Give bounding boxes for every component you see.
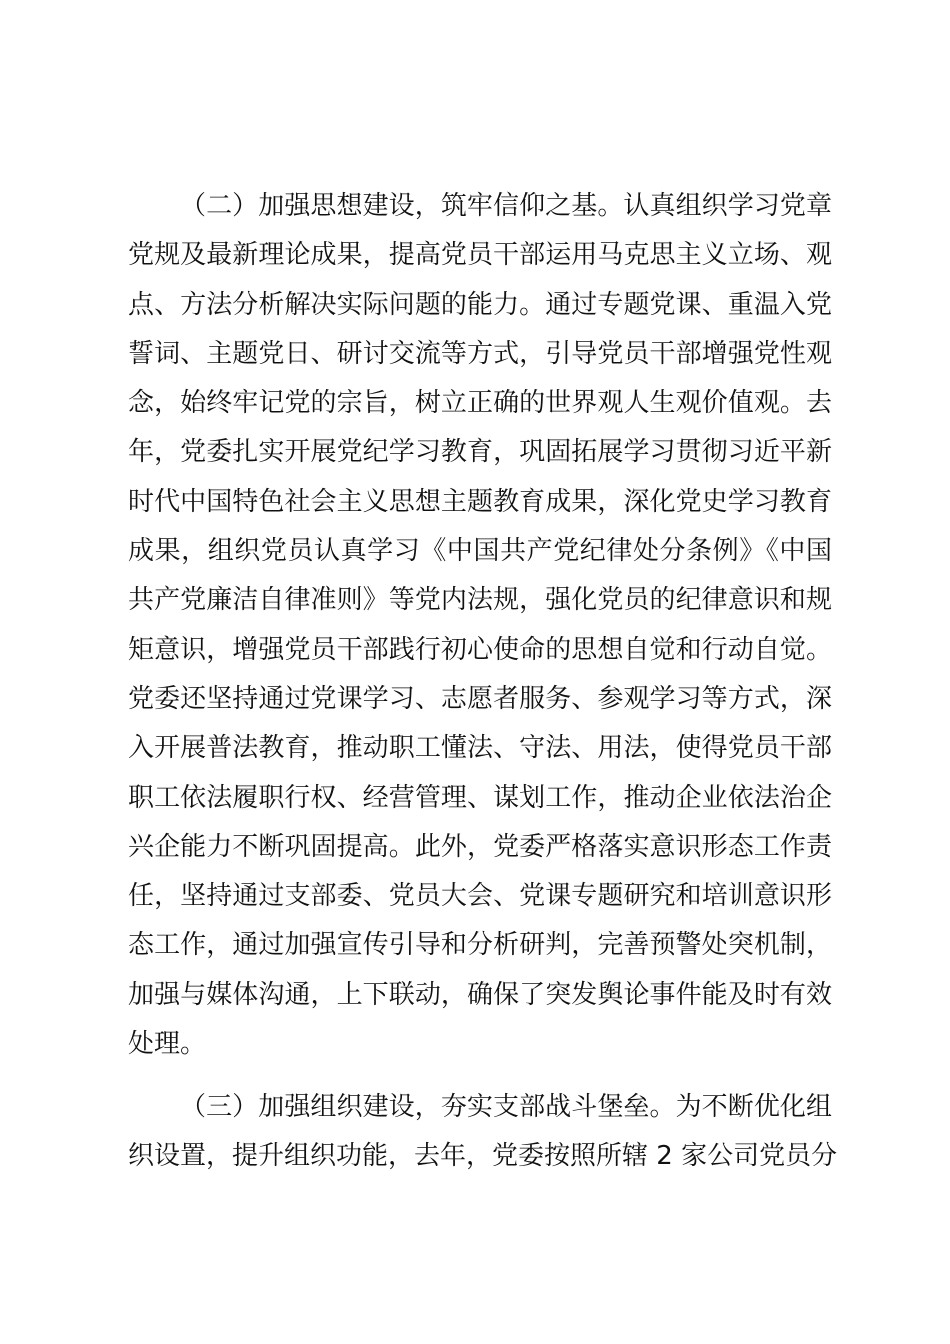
paragraph-line: 共产党廉洁自律准则》等党内法规，强化党员的纪律意识和规 [128,585,832,616]
paragraph-line: 职工依法履职行权、经营管理、谋划工作，推动企业依法治企 [128,782,832,813]
paragraph-line: 加强与媒体沟通，上下联动，确保了突发舆论事件能及时有效 [128,979,832,1010]
paragraph-line: （二）加强思想建设，筑牢信仰之基。认真组织学习党章 [180,191,832,221]
paragraph-2 [128,182,832,1069]
paragraph-line: 年，党委扎实开展党纪学习教育，巩固拓展学习贯彻习近平新 [128,437,832,468]
paragraph-line: 党委还坚持通过党课学习、志愿者服务、参观学习等方式，深 [128,683,832,714]
paragraph-line: （三）加强组织建设，夯实支部战斗堡垒。为不断优化组 [180,1092,832,1122]
paragraph-line: 入开展普法教育，推动职工懂法、守法、用法，使得党员干部 [128,733,832,764]
paragraph-3 [128,1083,838,1182]
paragraph-line: 时代中国特色社会主义思想主题教育成果，深化党史学习教育 [128,486,832,517]
paragraph-line: 织设置，提升组织功能，去年，党委按照所辖 2 家公司党员分 [128,1141,838,1172]
paragraph-line: 任，坚持通过支部委、党员大会、党课专题研究和培训意识形 [128,881,832,912]
paragraph-line: 点、方法分析解决实际问题的能力。通过专题党课、重温入党 [128,289,832,320]
paragraph-line: 矩意识，增强党员干部践行初心使命的思想自觉和行动自觉。 [128,634,832,665]
paragraph-line: 处理。 [128,1029,207,1060]
paragraph-line: 誓词、主题党日、研讨交流等方式，引导党员干部增强党性观 [128,338,832,369]
paragraph-line: 成果，组织党员认真学习《中国共产党纪律处分条例》《中国 [128,536,832,567]
paragraph-line: 兴企能力不断巩固提高。此外，党委严格落实意识形态工作责 [128,831,832,862]
paragraph-line: 念，始终牢记党的宗旨，树立正确的世界观人生观价值观。去 [128,388,832,419]
paragraph-line: 态工作，通过加强宣传引导和分析研判，完善预警处突机制， [128,930,832,961]
paragraph-line: 党规及最新理论成果，提高党员干部运用马克思主义立场、观 [128,240,832,271]
